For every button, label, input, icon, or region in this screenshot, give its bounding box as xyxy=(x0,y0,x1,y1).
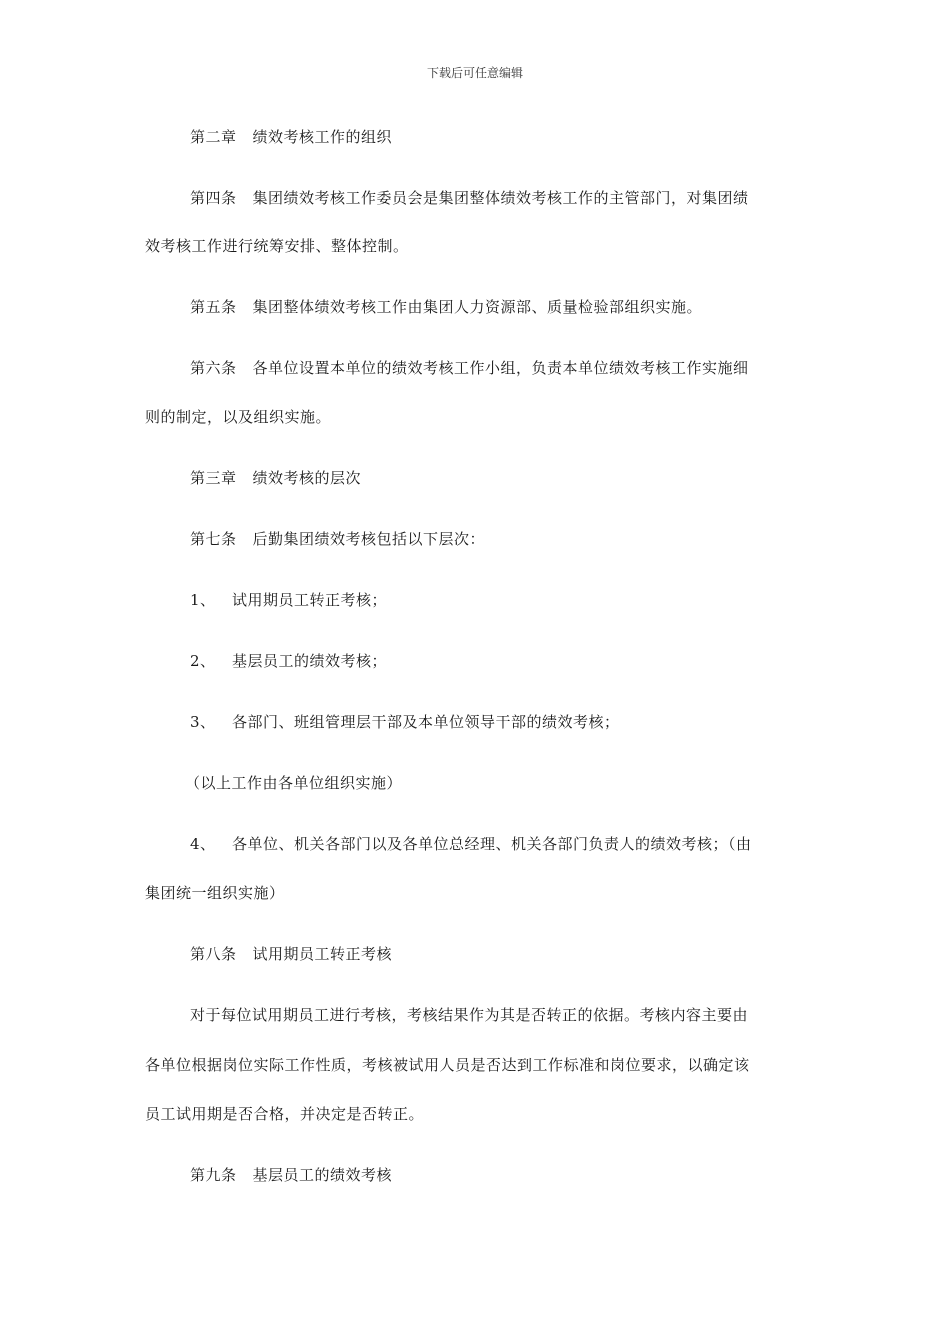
list-item xyxy=(190,590,387,610)
chapter-2-heading xyxy=(190,127,392,147)
article-5-line-1 xyxy=(190,297,702,317)
article-5-text-1: 集团整体绩效考核工作由集团人力资源部、质量检验部组织实施。 xyxy=(252,298,703,316)
chapter-3-label: 第三章 xyxy=(190,469,237,487)
chapter-3-heading xyxy=(190,468,361,488)
page-header: 下载后可任意编辑 xyxy=(426,66,523,80)
chapter-2-title: 绩效考核工作的组织 xyxy=(252,128,393,146)
article-5-label: 第五条 xyxy=(190,298,237,316)
article-6-line-1 xyxy=(190,358,749,378)
list-item-4-line-2: 集团统一组织实施） xyxy=(145,884,285,902)
list-item-number: 1、 xyxy=(190,591,216,609)
article-4-label: 第四条 xyxy=(190,189,237,207)
article-9-heading xyxy=(190,1165,392,1185)
article-4-text-1: 集团绩效考核工作委员会是集团整体绩效考核工作的主管部门，对集团绩 xyxy=(252,189,749,207)
article-4-line-1 xyxy=(190,188,749,208)
chapter-2-label: 第二章 xyxy=(190,128,237,146)
article-9-title: 基层员工的绩效考核 xyxy=(252,1166,393,1184)
list-item-text: 试用期员工转正考核； xyxy=(232,591,388,609)
article-7-line-1 xyxy=(190,529,485,549)
article-8-paragraph-line-3: 员工试用期是否合格，并决定是否转正。 xyxy=(145,1105,425,1123)
article-8-label: 第八条 xyxy=(190,945,237,963)
chapter-3-title: 绩效考核的层次 xyxy=(252,469,362,487)
article-7-text-1: 后勤集团绩效考核包括以下层次： xyxy=(252,530,486,548)
list-item-4-line-1 xyxy=(190,834,752,854)
list-item-number: 4、 xyxy=(190,835,216,853)
list-item-number: 3、 xyxy=(190,713,216,731)
article-7-label: 第七条 xyxy=(190,530,237,548)
list-item xyxy=(190,651,387,671)
article-6-line-2: 则的制定，以及组织实施。 xyxy=(145,408,332,426)
article-8-paragraph-line-1: 对于每位试用期员工进行考核，考核结果作为其是否转正的依据。考核内容主要由 xyxy=(190,1006,749,1024)
article-8-heading xyxy=(190,944,392,964)
list-item-text: 各单位、机关各部门以及各单位总经理、机关各部门负责人的绩效考核；（由 xyxy=(232,835,752,853)
list-item xyxy=(190,712,620,732)
article-6-text-1: 各单位设置本单位的绩效考核工作小组，负责本单位绩效考核工作实施细 xyxy=(252,359,749,377)
list-item-text: 基层员工的绩效考核； xyxy=(232,652,388,670)
article-8-title: 试用期员工转正考核 xyxy=(252,945,393,963)
article-4-line-2: 效考核工作进行统筹安排、整体控制。 xyxy=(145,237,409,255)
article-9-label: 第九条 xyxy=(190,1166,237,1184)
list-item-number: 2、 xyxy=(190,652,216,670)
article-6-label: 第六条 xyxy=(190,359,237,377)
note-text: （以上工作由各单位组织实施） xyxy=(185,774,403,792)
article-8-paragraph-line-2: 各单位根据岗位实际工作性质，考核被试用人员是否达到工作标准和岗位要求，以确定该 xyxy=(145,1056,750,1074)
list-item-text: 各部门、班组管理层干部及本单位领导干部的绩效考核； xyxy=(232,713,620,731)
